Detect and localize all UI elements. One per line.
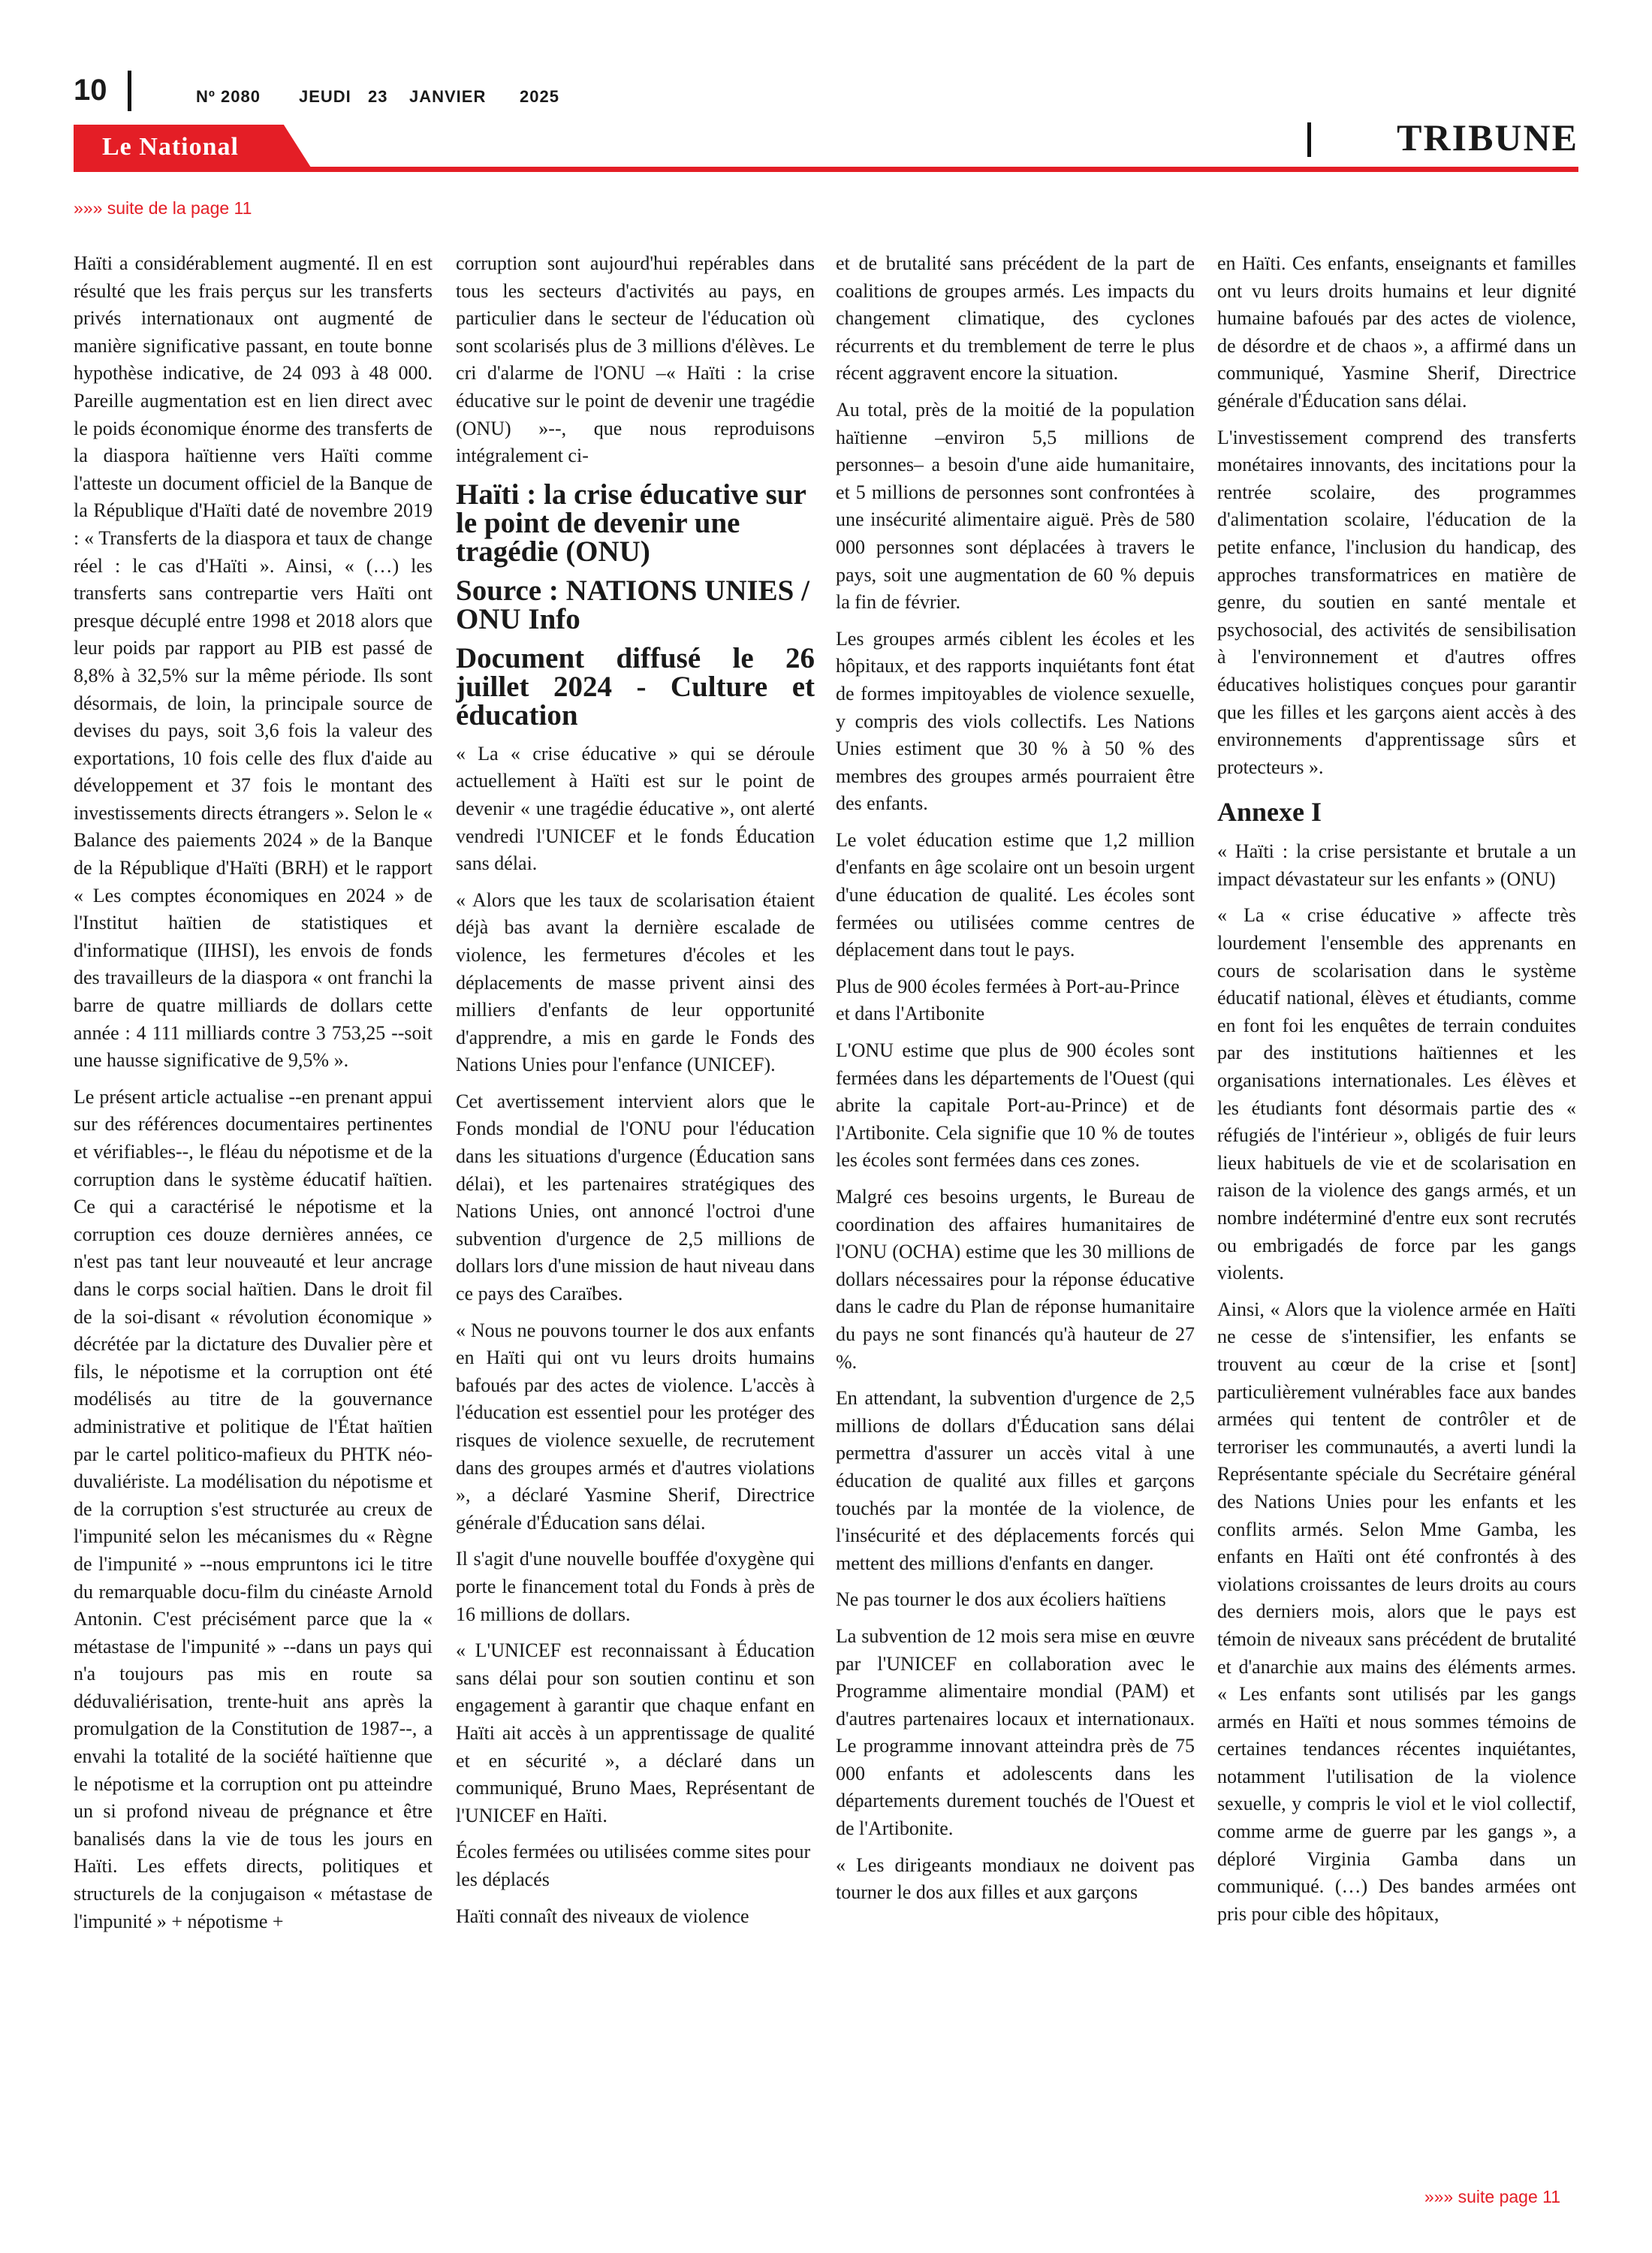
paragraph: L'ONU estime que plus de 900 écoles sont fermées dans les départements de l'Ouest (qui abrite la capitale Port-au-Prince) et de l'Artibonite. Cela signifie que 10 % de toutes les écoles sont fermées dans ces zones.: [836, 1039, 1195, 1172]
article-column-3: [836, 250, 1195, 2164]
section-divider: [1307, 122, 1311, 157]
header-rule: [74, 167, 1578, 172]
paragraph: Le présent article actualise --en prenant appui sur des références documentaires pertinentes et vérifiables--, le fléau du népotisme et de la corruption dans le système éducatif haïtien. Ce qui a caractérisé le népotisme et la corruption ces douze dernières années, ce n'est pas tant leur nouveauté et leur ancrage dans le corps social haïtien. Dans le droit fil de la soi-disant « révolution économique » décrétée par la dictature des Duvalier père et fils, le népotisme et la corruption ont été modélisés au titre de la gouvernance administrative et politique de l'État haïtien par le cartel politico-mafieux du PHTK néo-duvaliériste. La modélisation du népotisme et de la corruption s'est structurée au creux de l'impunité selon les mécanismes du « Règne de l'impunité » --nous empruntons ici le titre du remarquable docu-film du cinéaste Arnold Antonin. C'est précisément parce que la « métastase de l'impunité » --dans un pays qui n'a toujours pas mis en route sa déduvaliérisation, trente-huit ans après la promulgation de la Constitution de 1987--, a envahi la totalité de la société haïtienne que le népotisme et la corruption ont pu atteindre un si profond niveau de prégnance et être banalisés dans la vie de tous les jours en Haïti. Les effets directs, politiques et structurels de la conjugaison « métastase de l'impunité » + népotisme +: [74, 1085, 433, 1932]
paragraph: « L'UNICEF est reconnaissant à Éducation sans délai pour son soutien continu et son engagement à garantir que chaque enfant en Haïti ait accès à un apprentissage de qualité et en sécurité », a déclaré dans un communiqué, Bruno Maes, Représentant de l'UNICEF en Haïti.: [456, 1639, 815, 1826]
paragraph: Le volet éducation estime que 1,2 million d'enfants en âge scolaire ont un besoin urgent d'une éducation de qualité. Les écoles sont fermées ou utilisées comme centres de déplacement dans tout le pays.: [836, 828, 1195, 961]
paragraph: corruption sont aujourd'hui repérables dans tous les secteurs d'activités au pays, en particulier dans le secteur de l'éducation où sont scolarisés plus de 3 millions d'élèves. Le cri d'alarme de l'ONU –« Haïti : la crise éducative sur le point de devenir une tragédie (ONU) »--, que nous reproduisons intégralement ci-: [456, 252, 815, 467]
paragraph: Cet avertissement intervient alors que le Fonds mondial de l'ONU pour l'éducation dans les situations d'urgence (Éducation sans délai), et les partenaires stratégiques des Nations Unies, ont annoncé l'octroi d'une subvention d'urgence de 2,5 millions de dollars lors d'une mission de haut niveau dans ce pays des Caraïbes.: [456, 1090, 815, 1305]
paragraph: « Les dirigeants mondiaux ne doivent pas tourner le dos aux filles et aux garçons: [836, 1853, 1195, 1904]
issue-number: Nº 2080: [196, 87, 261, 106]
paragraph: L'investissement comprend des transferts monétaires innovants, des incitations pour la rentrée scolaire, des programmes d'alimentation scolaire, l'éducation de la petite enfance, l'inclusion du handicap, des approches transformatrices en matière de genre, du soutien en santé mentale et psychosocial, des activités de sensibilisation à l'environnement et d'autres offres éducatives holistiques conçues pour garantir que les filles et les garçons aient accès à des environnements d'apprentissage sûrs et protecteurs ».: [1217, 426, 1576, 778]
header-divider: [128, 71, 131, 111]
paragraph: « La « crise éducative » qui se déroule actuellement à Haïti est sur le point de devenir « une tragédie éducative », ont alerté vendredi l'UNICEF et le fonds Éducation sans délai.: [456, 742, 815, 875]
article-date: Document diffusé le 26 juillet 2024 - Culture et éducation: [456, 641, 815, 731]
paragraph: Au total, près de la moitié de la population haïtienne –environ 5,5 millions de personnes– a besoin d'une aide humanitaire, et 5 millions de personnes sont confrontées à une insécurité alimentaire aiguë. Près de 580 000 personnes sont déplacées à travers le pays, soit une augmentation de 60 % depuis la fin de février.: [836, 398, 1195, 614]
paragraph: « La « crise éducative » affecte très lourdement l'ensemble des apprenants en cours de scolarisation dans le système éducatif national, élèves et étudiants, comme en font foi les enquêtes de terrain conduites par des institutions haïtiennes et les organisations internationales. Les élèves et les étudiants font désormais partie des « réfugiés de l'intérieur », obligés de fuir leurs lieux habituels de vie et de scolarisation en raison de la violence des gangs armés, et un nombre indéterminé d'entre eux sont recrutés ou embrigadés de force par les gangs violents.: [1217, 904, 1576, 1284]
page-number: 10: [74, 74, 107, 107]
paragraph: Les groupes armés ciblent les écoles et les hôpitaux, et des rapports inquiétants font état de formes impitoyables de violence sexuelle, y compris des viols collectifs. Les Nations Unies estiment que 30 % à 50 % des membres des groupes armés pourraient être des enfants.: [836, 627, 1195, 815]
paragraph: En attendant, la subvention d'urgence de 2,5 millions de dollars d'Éducation sans délai permettra d'assurer un accès vital à une éducation de qualité aux filles et garçons touchés par la montée de la violence, de l'insécurité et des déplacements forcés qui mettent des millions d'enfants en danger.: [836, 1387, 1195, 1574]
paragraph: « Nous ne pouvons tourner le dos aux enfants en Haïti qui ont vu leurs droits humains bafoués par des actes de violence. L'accès à l'éducation est essentiel pour les protéger des risques de violence sexuelle, de recrutement dans des groupes armés et d'autres violations », a déclaré Yasmine Sherif, Directrice générale d'Éducation sans délai.: [456, 1319, 815, 1534]
article-column-1: [74, 250, 433, 2164]
article-headline: Haïti : la crise éducative sur le point de devenir une tragédie (ONU): [456, 478, 806, 568]
issue-year: 2025: [520, 87, 559, 106]
paragraph: Haïti connaît des niveaux de violence: [456, 1905, 749, 1927]
annex-heading: Annexe I: [1217, 797, 1322, 828]
paragraph: « Alors que les taux de scolarisation étaient déjà bas avant la dernière escalade de violence, les fermetures d'écoles et les déplacements de masse privent ainsi des milliers d'enfants de leur opportunité d'apprendre, a mis en garde le Fonds des Nations Unies pour l'enfance (UNICEF).: [456, 888, 815, 1076]
issue-month: JANVIER: [409, 87, 487, 106]
continued-on-link[interactable]: »»» suite page 11: [1424, 2187, 1560, 2206]
article-source: Source : NATIONS UNIES / ONU Info: [456, 574, 809, 635]
article-column-2: [456, 250, 815, 2164]
paragraph: Malgré ces besoins urgents, le Bureau de coordination des affaires humanitaires de l'ONU (OCHA) estime que les 30 millions de dollars nécessaires pour la réponse éducative dans le cadre du Plan de réponse humanitaire du pays ne sont financés qu'à hauteur de 27 %.: [836, 1186, 1195, 1373]
subheading: Écoles fermées ou utilisées comme sites pour les déplacés: [456, 1841, 811, 1890]
subheading: Plus de 900 écoles fermées à Port-au-Prince et dans l'Artibonite: [836, 975, 1180, 1025]
paragraph: Ainsi, « Alors que la violence armée en Haïti ne cesse de s'intensifier, les enfants se trouvent au cœur de la crise et [sont] particulièrement vulnérables face aux bandes armées qui tentent de contrôler et de terroriser les communautés, a averti lundi la Représentante spéciale du Secrétaire général des Nations Unies pour les enfants et les conflits armés. Selon Mme Gamba, les enfants en Haïti ont été confrontés à des violations croissantes de leurs droits au cours des derniers mois, alors que le pays est témoin de niveaux sans précédent de brutalité et d'anarchie aux mains des éléments armes. « Les enfants sont utilisés par les gangs armés en Haïti et nous sommes témoins de certaines tendances récentes inquiétantes, notamment l'utilisation de la violence sexuelle, y compris le viol et le viol collectif, comme arme de guerre par les gangs », a déploré Virginia Gamba dans un communiqué. (…) Des bandes armées ont pris pour cible des hôpitaux,: [1217, 1298, 1576, 1925]
brand-logo: Le National: [102, 133, 239, 161]
continued-from-link[interactable]: »»» suite de la page 11: [74, 198, 252, 218]
paragraph: en Haïti. Ces enfants, enseignants et familles ont vu leurs droits humains et leur dignité humaine bafoués par des actes de violence, de désordre et de chaos », a affirmé dans un communiqué, Yasmine Sherif, Directrice générale d'Éducation sans délai.: [1217, 252, 1576, 412]
paragraph: « Haïti : la crise persistante et brutale a un impact dévastateur sur les enfants » (ONU): [1217, 840, 1576, 890]
paragraph: Il s'agit d'une nouvelle bouffée d'oxygène qui porte le financement total du Fonds à près de 16 millions de dollars.: [456, 1548, 815, 1625]
article-column-4: [1217, 250, 1576, 2164]
paragraph: La subvention de 12 mois sera mise en œuvre par l'UNICEF en collaboration avec le Programme alimentaire mondial (PAM) et d'autres partenaires locaux et internationaux. Le programme innovant atteindra près de 75 000 enfants et adolescents dans les départements durement touchés de l'Ouest et de l'Artibonite.: [836, 1624, 1195, 1840]
issue-day: JEUDI: [299, 87, 351, 106]
issue-date: 23: [368, 87, 388, 106]
subheading: Ne pas tourner le dos aux écoliers haïtiens: [836, 1588, 1166, 1611]
section-title: TRIBUNE: [1397, 116, 1578, 158]
paragraph: Haïti a considérablement augmenté. Il en est résulté que les frais perçus sur les transferts privés internationaux ont augmenté de manière significative passant, en toute bonne hypothèse indicative, de 24 093 à 48 000. Pareille augmentation est en lien direct avec le poids économique énorme des transferts de la diaspora haïtienne vers Haïti comme l'atteste un document officiel de la Banque de la République d'Haïti daté de novembre 2019 : « Transferts de la diaspora et taux de change réel : le cas d'Haïti ». Ainsi, « (…) les transferts sans contrepartie vers Haïti ont presque décuplé entre 1998 et 2018 alors que leur poids par rapport au PIB est passé de 8,8% à 32,5% sur la même période. Ils sont désormais, de loin, la principale source de devises du pays, soit 3,6 fois la valeur des exportations, 10 fois celle des flux d'aide au développement et 37 fois le montant des investissements directs étrangers ». Selon le « Balance des paiements 2024 » de la Banque de la République d'Haïti (BRH) et le rapport « Les comptes économiques en 2024 » de l'Institut haïtien de statistiques et d'informatique (IIHSI), les envois de fonds des travailleurs de la diaspora « ont franchi la barre de quatre milliards de dollars cette année : 4 111 milliards contre 3 753,25 --soit une hausse significative de 9,5% ».: [74, 252, 433, 1072]
paragraph: et de brutalité sans précédent de la part de coalitions de groupes armés. Les impacts du changement climatique, des cyclones récurrents et du tremblement de terre le plus récent aggravent encore la situation.: [836, 252, 1195, 385]
